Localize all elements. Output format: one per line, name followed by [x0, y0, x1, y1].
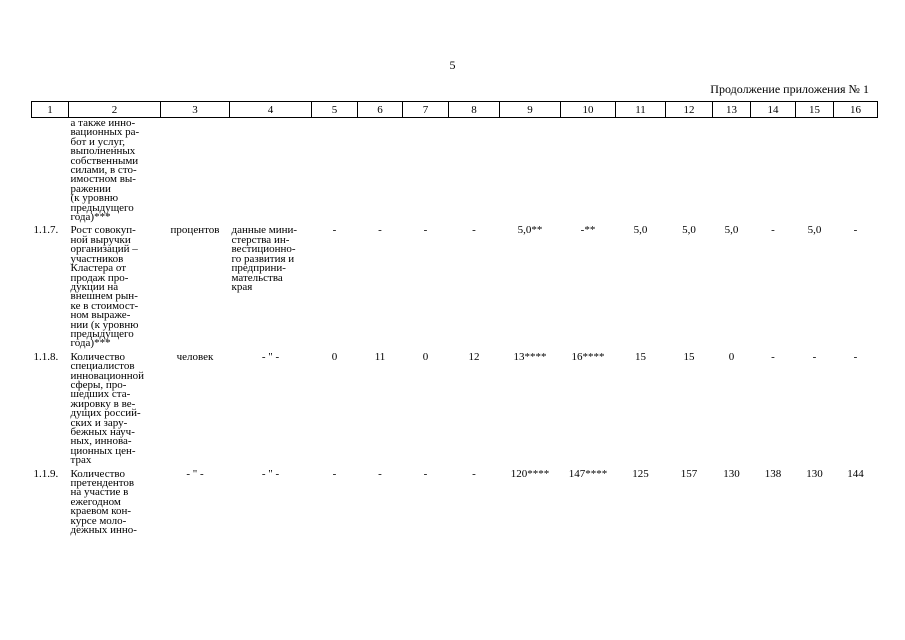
value-cell: -: [771, 224, 775, 237]
source-cell: данные мини- стерства ин- вестиционно- го развития и предприни- мательства края: [231, 224, 298, 293]
header-cell: 15: [796, 102, 834, 118]
header-row: [32, 102, 878, 118]
header-cell: 12: [666, 102, 713, 118]
value-cell: [403, 118, 449, 223]
header-cell: 9: [500, 102, 561, 118]
unit-cell: - " -: [186, 467, 204, 480]
header-cell: 14: [751, 102, 796, 118]
value-cell: -: [771, 350, 775, 363]
value-cell: -: [812, 350, 817, 363]
header-cell: 5: [312, 102, 358, 118]
header-cell: 6: [358, 102, 403, 118]
value-cell: 5,0**: [517, 224, 543, 237]
value-cell: -: [332, 467, 337, 480]
source-cell: [230, 118, 312, 223]
unit-cell: человек: [176, 350, 214, 363]
header-cell: 7: [403, 102, 449, 118]
value-cell: -: [378, 224, 382, 237]
value-cell: 11: [374, 350, 386, 363]
header-cell: 10: [561, 102, 616, 118]
value-cell: -: [332, 224, 337, 237]
value-cell: 144: [847, 467, 864, 480]
value-cell: 147****: [568, 467, 608, 480]
value-cell: [500, 118, 561, 223]
table-row: [32, 466, 878, 536]
value-cell: [751, 118, 796, 223]
header-cell: 11: [616, 102, 666, 118]
header-cell: 8: [449, 102, 500, 118]
value-cell: [561, 118, 616, 223]
value-cell: [449, 118, 500, 223]
value-cell: 0: [728, 350, 735, 363]
value-cell: 12: [468, 350, 480, 363]
value-cell: 15: [683, 350, 695, 363]
value-cell: 138: [764, 467, 782, 480]
value-cell: -: [378, 467, 382, 480]
source-cell: - " -: [261, 467, 280, 480]
header-cell: 13: [713, 102, 751, 118]
value-cell: 130: [806, 467, 823, 480]
source-cell: - " -: [261, 350, 280, 363]
value-cell: 125: [632, 467, 649, 480]
value-cell: -: [853, 350, 858, 363]
row-number-cell: [32, 118, 69, 223]
value-cell: -**: [580, 224, 596, 237]
header-cell: 3: [161, 102, 230, 118]
value-cell: [616, 118, 666, 223]
value-cell: [666, 118, 713, 223]
value-cell: -: [472, 467, 476, 480]
value-cell: 15: [635, 350, 646, 363]
table-row: [32, 118, 878, 223]
row-number-cell: 1.1.8.: [33, 350, 59, 363]
value-cell: 5,0: [633, 224, 648, 237]
indicator-name-cell: Рост совокуп- ной выручки организаций – участников Кластера от продаж про- дукции на внешнем рын- ке в стоимост- ном выраже- нии (к уровню предыдущего года)***: [70, 224, 139, 350]
page-number: 5: [449, 58, 456, 72]
value-cell: 5,0: [724, 224, 739, 237]
header-cell: 1: [32, 102, 69, 118]
row-number-cell: 1.1.9.: [33, 467, 59, 480]
value-cell: 13****: [513, 350, 547, 363]
row-number-cell: 1.1.7.: [33, 224, 59, 237]
value-cell: 130: [723, 467, 740, 480]
header-cell: 2: [69, 102, 161, 118]
indicator-name-cell: а также инно- вационных ра- бот и услуг, выполненных собственными силами, в сто- имостном вы- ражении (к уровню предыдущего года)***: [70, 117, 140, 224]
indicator-name-cell: Количество претендентов на участие в ежегодном краевом кон- курсе моло- дежных инно-: [70, 467, 137, 537]
continuation-label: Продолжение приложения № 1: [710, 82, 869, 96]
header-cell: 16: [834, 102, 878, 118]
table-row: [32, 349, 878, 466]
value-cell: 120****: [510, 467, 550, 480]
value-cell: [358, 118, 403, 223]
value-cell: -: [423, 224, 428, 237]
indicator-name-cell: Количество специалистов инновационной сферы, про- шедших ста- жировку в ве- дущих россий- ских и зару- бежных науч- ных, иннова- ционных цен- трах: [70, 350, 145, 467]
value-cell: 0: [422, 350, 429, 363]
value-cell: [796, 118, 834, 223]
value-cell: 5,0: [682, 224, 696, 237]
value-cell: -: [472, 224, 476, 237]
unit-cell: [161, 118, 230, 223]
value-cell: [312, 118, 358, 223]
value-cell: -: [853, 224, 858, 237]
header-cell: 4: [230, 102, 312, 118]
value-cell: 0: [331, 350, 338, 363]
value-cell: 5,0: [807, 224, 822, 237]
value-cell: 16****: [571, 350, 605, 363]
value-cell: -: [423, 467, 428, 480]
value-cell: 157: [680, 467, 698, 480]
value-cell: [713, 118, 751, 223]
indicators-table: [31, 101, 878, 535]
value-cell: [834, 118, 878, 223]
table-row: [32, 222, 878, 348]
unit-cell: процентов: [170, 224, 220, 237]
